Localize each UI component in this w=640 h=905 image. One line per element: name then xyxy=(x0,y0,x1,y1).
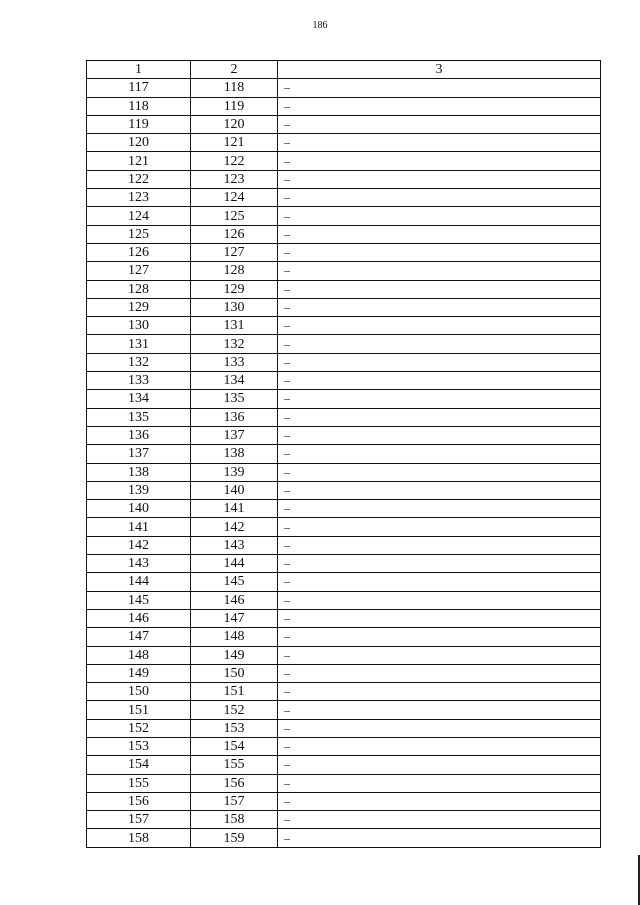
table-row xyxy=(87,591,601,609)
table-cell-col-1: 121 xyxy=(87,152,191,170)
table-cell-col-1: 149 xyxy=(87,664,191,682)
table-cell-col-1: 131 xyxy=(87,335,191,353)
table-row xyxy=(87,317,601,335)
table-row xyxy=(87,170,601,188)
table-cell-col-2: 147 xyxy=(191,609,278,627)
table-cell-col-3: – xyxy=(278,390,601,408)
table-cell-col-1: 134 xyxy=(87,390,191,408)
table-cell-col-3: – xyxy=(278,481,601,499)
table-cell-col-3: – xyxy=(278,628,601,646)
table-row xyxy=(87,335,601,353)
table-cell-col-2: 144 xyxy=(191,555,278,573)
table-cell-col-3: – xyxy=(278,774,601,792)
table-cell-col-3: – xyxy=(278,811,601,829)
table-cell-col-2: 138 xyxy=(191,445,278,463)
table-row xyxy=(87,280,601,298)
table-cell-col-2: 119 xyxy=(191,97,278,115)
table-row xyxy=(87,463,601,481)
table-cell-col-1: 157 xyxy=(87,811,191,829)
table-row xyxy=(87,701,601,719)
table-cell-col-3: – xyxy=(278,317,601,335)
table-cell-col-2: 127 xyxy=(191,243,278,261)
table-cell-col-2: 139 xyxy=(191,463,278,481)
table-cell-col-2: 150 xyxy=(191,664,278,682)
table-cell-col-3: – xyxy=(278,591,601,609)
table-cell-col-2: 118 xyxy=(191,79,278,97)
table-cell-col-2: 143 xyxy=(191,536,278,554)
table-cell-col-2: 155 xyxy=(191,756,278,774)
table-cell-col-1: 117 xyxy=(87,79,191,97)
table-row xyxy=(87,792,601,810)
table-cell-col-3: – xyxy=(278,189,601,207)
table-cell-col-1: 130 xyxy=(87,317,191,335)
table-cell-col-3: – xyxy=(278,335,601,353)
table-row xyxy=(87,573,601,591)
table-cell-col-3: – xyxy=(278,115,601,133)
table-cell-col-2: 153 xyxy=(191,719,278,737)
table-cell-col-1: 124 xyxy=(87,207,191,225)
table-cell-col-3: – xyxy=(278,683,601,701)
table-cell-col-1: 144 xyxy=(87,573,191,591)
table-row xyxy=(87,79,601,97)
table-row xyxy=(87,390,601,408)
table-cell-col-3: – xyxy=(278,737,601,755)
table-cell-col-2: 124 xyxy=(191,189,278,207)
table-cell-col-2: 120 xyxy=(191,115,278,133)
table-cell-col-3: – xyxy=(278,243,601,261)
table-cell-col-3: – xyxy=(278,207,601,225)
table-cell-col-2: 152 xyxy=(191,701,278,719)
table-cell-col-2: 148 xyxy=(191,628,278,646)
table-cell-col-2: 129 xyxy=(191,280,278,298)
table-row xyxy=(87,774,601,792)
table-cell-col-2: 137 xyxy=(191,426,278,444)
table-row xyxy=(87,481,601,499)
table-cell-col-2: 151 xyxy=(191,683,278,701)
table-row xyxy=(87,207,601,225)
table-cell-col-1: 145 xyxy=(87,591,191,609)
table-cell-col-2: 131 xyxy=(191,317,278,335)
table-row xyxy=(87,115,601,133)
table-cell-col-2: 156 xyxy=(191,774,278,792)
document-table xyxy=(86,60,601,848)
table-row xyxy=(87,426,601,444)
table-cell-col-3: – xyxy=(278,701,601,719)
table-cell-col-2: 125 xyxy=(191,207,278,225)
table-cell-col-1: 133 xyxy=(87,372,191,390)
table-cell-col-2: 123 xyxy=(191,170,278,188)
table-cell-col-1: 139 xyxy=(87,481,191,499)
table-cell-col-3: – xyxy=(278,408,601,426)
table-cell-col-3: – xyxy=(278,445,601,463)
table-row xyxy=(87,646,601,664)
table-cell-col-3: – xyxy=(278,353,601,371)
table-cell-col-1: 123 xyxy=(87,189,191,207)
table-cell-col-1: 156 xyxy=(87,792,191,810)
table-cell-col-3: – xyxy=(278,609,601,627)
table-row xyxy=(87,243,601,261)
table-row xyxy=(87,756,601,774)
table-cell-col-1: 119 xyxy=(87,115,191,133)
table-row xyxy=(87,500,601,518)
table-cell-col-2: 121 xyxy=(191,134,278,152)
table-cell-col-2: 142 xyxy=(191,518,278,536)
table-cell-col-3: – xyxy=(278,719,601,737)
table-cell-col-3: – xyxy=(278,463,601,481)
table-cell-col-3: – xyxy=(278,792,601,810)
table-row xyxy=(87,719,601,737)
table-row xyxy=(87,536,601,554)
table-cell-col-3: – xyxy=(278,646,601,664)
table-cell-col-2: 135 xyxy=(191,390,278,408)
table-cell-col-1: 151 xyxy=(87,701,191,719)
column-header-3: 3 xyxy=(278,61,601,79)
table-cell-col-1: 135 xyxy=(87,408,191,426)
page-number: 186 xyxy=(312,20,328,31)
table-row xyxy=(87,97,601,115)
table-row xyxy=(87,152,601,170)
table-row xyxy=(87,737,601,755)
table-cell-col-1: 146 xyxy=(87,609,191,627)
table-cell-col-1: 126 xyxy=(87,243,191,261)
table-cell-col-3: – xyxy=(278,829,601,847)
table-cell-col-3: – xyxy=(278,280,601,298)
table-cell-col-2: 130 xyxy=(191,298,278,316)
table-cell-col-3: – xyxy=(278,664,601,682)
table-row xyxy=(87,829,601,847)
table-cell-col-1: 153 xyxy=(87,737,191,755)
table-cell-col-2: 136 xyxy=(191,408,278,426)
table-cell-col-3: – xyxy=(278,500,601,518)
table-cell-col-3: – xyxy=(278,152,601,170)
table-cell-col-1: 152 xyxy=(87,719,191,737)
table-row xyxy=(87,811,601,829)
table-cell-col-3: – xyxy=(278,170,601,188)
table-row xyxy=(87,445,601,463)
table-cell-col-1: 122 xyxy=(87,170,191,188)
table-cell-col-1: 132 xyxy=(87,353,191,371)
table-row xyxy=(87,683,601,701)
table-cell-col-1: 158 xyxy=(87,829,191,847)
table-row xyxy=(87,518,601,536)
table-cell-col-1: 136 xyxy=(87,426,191,444)
table-cell-col-2: 128 xyxy=(191,262,278,280)
table-row xyxy=(87,664,601,682)
table-cell-col-3: – xyxy=(278,573,601,591)
table-cell-col-2: 146 xyxy=(191,591,278,609)
document-table-container xyxy=(86,60,600,848)
table-cell-col-3: – xyxy=(278,536,601,554)
table-cell-col-1: 129 xyxy=(87,298,191,316)
table-cell-col-2: 157 xyxy=(191,792,278,810)
table-cell-col-1: 127 xyxy=(87,262,191,280)
table-row xyxy=(87,609,601,627)
table-cell-col-1: 154 xyxy=(87,756,191,774)
table-row xyxy=(87,189,601,207)
table-row xyxy=(87,353,601,371)
table-cell-col-1: 155 xyxy=(87,774,191,792)
table-cell-col-1: 137 xyxy=(87,445,191,463)
table-cell-col-1: 138 xyxy=(87,463,191,481)
table-cell-col-3: – xyxy=(278,426,601,444)
table-cell-col-1: 143 xyxy=(87,555,191,573)
table-cell-col-3: – xyxy=(278,97,601,115)
table-row xyxy=(87,628,601,646)
table-cell-col-3: – xyxy=(278,79,601,97)
table-row xyxy=(87,225,601,243)
table-cell-col-3: – xyxy=(278,372,601,390)
table-row xyxy=(87,555,601,573)
table-cell-col-1: 148 xyxy=(87,646,191,664)
table-cell-col-1: 120 xyxy=(87,134,191,152)
table-cell-col-2: 159 xyxy=(191,829,278,847)
table-cell-col-2: 132 xyxy=(191,335,278,353)
table-row xyxy=(87,372,601,390)
table-cell-col-2: 126 xyxy=(191,225,278,243)
table-cell-col-2: 134 xyxy=(191,372,278,390)
table-row xyxy=(87,408,601,426)
table-cell-col-2: 140 xyxy=(191,481,278,499)
table-cell-col-1: 118 xyxy=(87,97,191,115)
table-body xyxy=(87,79,601,847)
table-cell-col-3: – xyxy=(278,134,601,152)
table-cell-col-3: – xyxy=(278,555,601,573)
table-row xyxy=(87,298,601,316)
table-row xyxy=(87,134,601,152)
table-cell-col-3: – xyxy=(278,518,601,536)
table-cell-col-2: 145 xyxy=(191,573,278,591)
table-cell-col-1: 125 xyxy=(87,225,191,243)
table-cell-col-2: 154 xyxy=(191,737,278,755)
table-header-row xyxy=(87,61,601,79)
table-cell-col-1: 128 xyxy=(87,280,191,298)
column-header-2: 2 xyxy=(191,61,278,79)
table-cell-col-1: 142 xyxy=(87,536,191,554)
table-cell-col-1: 150 xyxy=(87,683,191,701)
table-cell-col-2: 122 xyxy=(191,152,278,170)
table-cell-col-2: 141 xyxy=(191,500,278,518)
table-cell-col-1: 141 xyxy=(87,518,191,536)
table-cell-col-3: – xyxy=(278,262,601,280)
table-cell-col-2: 149 xyxy=(191,646,278,664)
table-cell-col-2: 133 xyxy=(191,353,278,371)
table-cell-col-3: – xyxy=(278,756,601,774)
table-cell-col-3: – xyxy=(278,298,601,316)
table-cell-col-3: – xyxy=(278,225,601,243)
table-cell-col-2: 158 xyxy=(191,811,278,829)
table-row xyxy=(87,262,601,280)
column-header-1: 1 xyxy=(87,61,191,79)
table-cell-col-1: 147 xyxy=(87,628,191,646)
table-cell-col-1: 140 xyxy=(87,500,191,518)
